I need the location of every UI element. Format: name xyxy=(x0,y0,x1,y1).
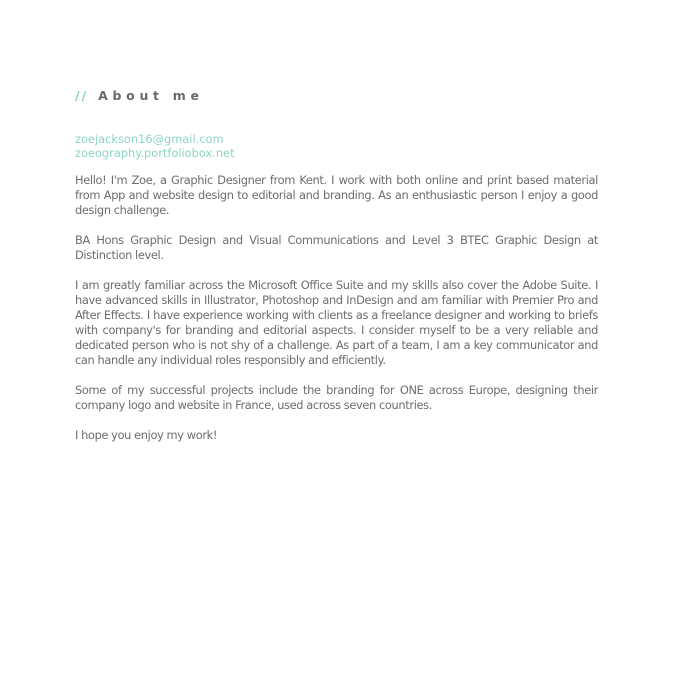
contact-links xyxy=(75,132,598,160)
bio-paragraph: I hope you enjoy my work! xyxy=(75,428,218,443)
bio-paragraph: Some of my successful projects include the branding for ONE across Europe, designing their company logo and website in France, used across seven countries. xyxy=(75,383,598,413)
page-title: About me xyxy=(98,88,204,104)
section-slashes: // xyxy=(75,88,89,104)
bio-paragraph: BA Hons Graphic Design and Visual Communications and Level 3 BTEC Graphic Design at Distinction level. xyxy=(75,233,598,263)
bio-paragraph: Hello! I'm Zoe, a Graphic Designer from Kent. I work with both online and print based material from App and website design to editorial and branding. As an enthusiastic person I enjoy a good design challenge. xyxy=(75,173,598,218)
email-link[interactable]: zoejackson16@gmail.com xyxy=(75,132,224,147)
bio-paragraph: I am greatly familiar across the Microsoft Office Suite and my skills also cover the Adobe Suite. I have advanced skills in Illustrator, Photoshop and InDesign and am familiar with Premier Pro and After Effects. I have experience working with clients as a freelance designer and working to briefs with company's for branding and editorial aspects. I consider myself to be a very reliable and dedicated person who is not shy of a challenge. As part of a team, I am a key communicator and can handle any individual roles responsibly and efficiently. xyxy=(75,278,598,368)
website-link[interactable]: zoeography.portfoliobox.net xyxy=(75,146,235,161)
bio-text xyxy=(75,173,598,443)
about-section xyxy=(75,79,598,458)
section-heading xyxy=(75,87,598,105)
